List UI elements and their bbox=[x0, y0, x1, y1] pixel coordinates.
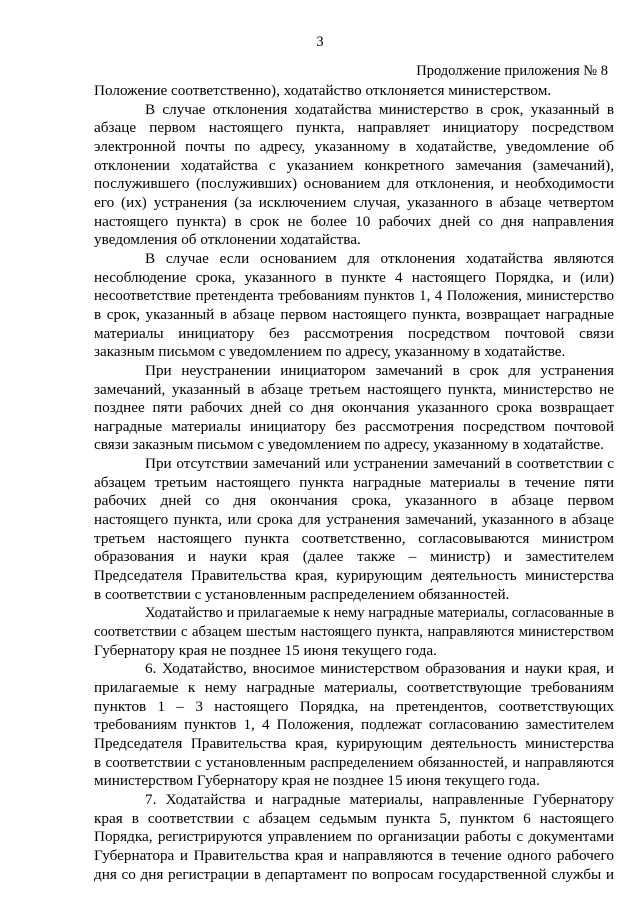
text-line: третьем настоящего пункта соответственно, согласовываются министром bbox=[94, 529, 614, 547]
document-body bbox=[94, 82, 614, 884]
text-line: При отсутствии замечаний или устранении замечаний в соответствии с bbox=[145, 455, 614, 473]
text-line: в соответствии с установленным распределением обязанностей. bbox=[94, 585, 510, 603]
text-line: несоответствие претендента требованиям пунктов 1, 4 Положения, министерство bbox=[94, 288, 614, 305]
text-line: Губернатора и Правительства края и направляются в течение одного рабочего bbox=[94, 846, 614, 864]
text-line: Председателя Правительства края, курирующим деятельность министерства bbox=[94, 734, 614, 752]
text-line: В случае отклонения ходатайства министерство в срок, указанный в bbox=[145, 100, 614, 118]
text-line: наградные материалы инициатору без рассмотрения посредством почтовой bbox=[94, 417, 614, 435]
text-line: материалы инициатору без рассмотрения посредством почтовой связи bbox=[94, 324, 614, 342]
text-line: дня со дня регистрации в департамент по вопросам государственной службы и bbox=[94, 865, 614, 883]
text-line: в соответствии с установленным распределением обязанностей, и направляются bbox=[94, 754, 614, 771]
text-line: Положение соответственно), ходатайство отклоняется министерством. bbox=[94, 82, 552, 99]
text-line: При неустранении инициатором замечаний в срок для устранения bbox=[145, 361, 614, 379]
text-line: связи заказным письмом с уведомлением по адресу, указанному в ходатайстве. bbox=[94, 436, 604, 454]
text-line: соответствии с абзацем шестым настоящего пункта, направляются министерством bbox=[94, 624, 614, 641]
text-line: рабочих дней со дня окончания срока, указанного в абзаце первом bbox=[94, 492, 614, 510]
text-line: Ходатайство и прилагаемые к нему наградные материалы, согласованные в bbox=[145, 605, 614, 622]
text-line: абзацем третьим настоящего пункта наградные материалы в течение пяти bbox=[94, 473, 614, 491]
text-line: абзаце первом настоящего пункта, направляет инициатору посредством bbox=[94, 119, 614, 137]
text-line: отклонении ходатайства с указанием конкретного замечания (замечаний), bbox=[94, 156, 614, 174]
text-line: Губернатору края не позднее 15 июня текущего года. bbox=[94, 641, 437, 659]
text-line: настоящего пункта, или срока для устранения замечаний, указанного в абзаце bbox=[94, 511, 614, 529]
text-line: В случае если основанием для отклонения ходатайства являются bbox=[145, 249, 614, 267]
text-line: 6. Ходатайство, вносимое министерством образования и науки края, и bbox=[145, 660, 614, 678]
text-line: края в соответствии с абзацем седьмым пункта 5, пунктом 6 настоящего bbox=[94, 809, 614, 827]
text-line: прилагаемые к нему наградные материалы, соответствующие требованиям bbox=[94, 679, 614, 696]
text-line: электронной почты по адресу, указанному в ходатайстве, уведомление об bbox=[94, 137, 614, 155]
text-line: министерством Губернатору края не позднее 15 июня текущего года. bbox=[94, 772, 540, 790]
text-line: послужившего (послуживших) основанием для отклонения, и необходимости bbox=[94, 175, 614, 193]
text-line: заказным письмом с уведомлением по адресу, указанному в ходатайстве. bbox=[94, 343, 566, 361]
text-line: пунктов 1 – 3 настоящего Порядка, на претендентов, соответствующих bbox=[94, 697, 614, 715]
text-line: образования и науки края (далее также – министр) и заместителем bbox=[94, 548, 614, 566]
text-line: позднее пяти рабочих дней со дня окончания указанного срока возвращает bbox=[94, 399, 614, 417]
text-line: требованиям пунктов 1, 4 Положения, подлежат согласованию заместителем bbox=[94, 716, 614, 734]
text-line: его (их) устранения (за исключением случая, указанного в абзаце четвертом bbox=[94, 193, 614, 211]
appendix-continuation-label: Продолжение приложения № 8 bbox=[416, 63, 608, 79]
page-number: 3 bbox=[316, 34, 324, 50]
text-line: Председателя Правительства края, курирующим деятельность министерства bbox=[94, 567, 614, 585]
text-line: в срок, указанный в абзаце первом настоящего пункта, возвращает наградные bbox=[94, 305, 614, 323]
text-line: замечаний, указанный в абзаце третьем настоящего пункта, министерство не bbox=[94, 380, 614, 398]
text-line: уведомления об отклонении ходатайства. bbox=[94, 231, 361, 249]
text-line: настоящего пункта) в срок не более 10 рабочих дней со дня направления bbox=[94, 212, 614, 230]
text-line: 7. Ходатайства и наградные материалы, направленные Губернатору bbox=[145, 790, 614, 808]
text-line: Порядка, регистрируются управлением по организации работы с документами bbox=[94, 828, 614, 846]
text-line: несоблюдение срока, указанного в пункте 4 настоящего Порядка, и (или) bbox=[94, 268, 614, 286]
